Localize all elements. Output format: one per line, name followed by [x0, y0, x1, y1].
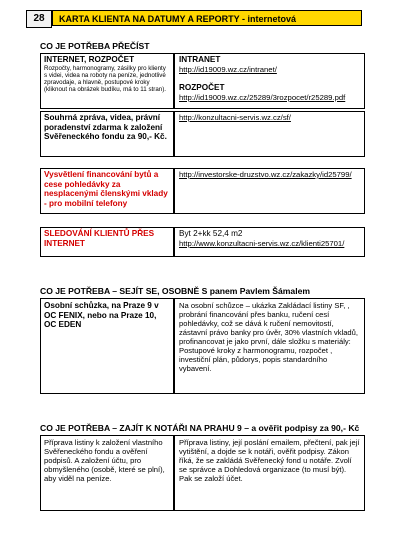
- cell-text: Vysvětlení financování bytů a cese pohledávky za nesplacenými členskými vklady - pro mobilní telefony: [44, 170, 168, 208]
- klienti-link[interactable]: http://www.konzultacni-servis.wz.cz/klienti25701/: [179, 238, 345, 248]
- cell-text: SLEDOVÁNÍ KLIENTŮ PŘES INTERNET: [44, 229, 155, 248]
- cell-text: Souhrná zpráva, videa, právní poradenství zdarma k založení Svěřeneckého fondu za 90,- Kč.: [44, 113, 167, 142]
- cell-investorske-link: [174, 168, 365, 214]
- cell-sledovani-klientu: [40, 227, 174, 257]
- section-heading-read: CO JE POTŘEBA PŘEČÍST: [40, 41, 150, 51]
- cell-text: Příprava listiny, její poslání emailem, přečtení, pak její vytištění, a dojde se k notáři, ověřit podpisy. Zákon říká, že se zakládá Svěřenecký fond u notáře. Zvolí se správce a Dohledová organizace (to musí být). Pak se založí účet.: [179, 438, 360, 483]
- konzultacni-servis-link[interactable]: http://konzultacni-servis.wz.cz/sf/: [179, 113, 291, 122]
- apartment-info: Byt 2+kk 52,4 m2: [179, 229, 243, 238]
- cell-klienti-link: [174, 227, 365, 257]
- cell-priprava-listiny: [40, 435, 174, 511]
- cell-text: Osobní schůzka, na Praze 9 v OC FENIX, nebo na Praze 10, OC EDEN: [44, 301, 159, 330]
- cell-osobni-schuzka: [40, 298, 174, 394]
- section-heading-meet: CO JE POTŘEBA – SEJÍT SE, OSOBNĚ S panem Pavlem Šámalem: [40, 286, 311, 296]
- document-title: KARTA KLIENTA NA DATUMY A REPORTY - internetová: [52, 10, 362, 26]
- intranet-label: INTRANET: [179, 55, 221, 64]
- rozpocet-link[interactable]: http://id19009.wz.cz/25289/3rozpocet/r25289.pdf: [179, 92, 346, 102]
- cell-vysvetleni-financovani: [40, 168, 174, 214]
- cell-schuzka-detail: [174, 298, 365, 394]
- cell-text: Příprava listiny k založení vlastního Svěřeneckého fondu a ověření podpisů. A založení účtu, pro obmyšleného (osobě, které se plní), aby viděl na peníze.: [44, 438, 165, 483]
- cell-internet-rozpocet: [40, 53, 174, 109]
- rozpocet-label: ROZPOČET: [179, 83, 225, 92]
- cell-description: Rozpočty, harmonogramy, zásilky pro klienty s videi, videa na roboty na peníze, jednotlivé zpravodaje, a hlavně, postupové kroky (kliknout na obrázek budíku, má to 11 stran).: [44, 64, 166, 94]
- cell-title: INTERNET, ROZPOČET: [44, 55, 135, 64]
- cell-souhrnna-zprava: [40, 111, 174, 157]
- investorske-druzstvo-link[interactable]: http://investorske-druzstvo.wz.cz/zakazky/id25799/: [179, 170, 352, 179]
- intranet-link[interactable]: http://id19009.wz.cz/intranet/: [179, 64, 277, 74]
- page-number: 28: [26, 10, 52, 28]
- cell-intranet-links: [174, 53, 365, 109]
- cell-konzultacni-link: [174, 111, 365, 157]
- cell-text: Na osobní schůzce – ukázka Zakládací listiny SF, , probrání financování přes banku, ručení cesí pohledávky, což se dává k ručení nemovitostí, zástavní právo banky pro úvěr, 30% vlastních vkladů, profinancovat je jako první, dále složku s materiály: Postupové kroky z harmonogramu, rozpočet , investiční plán, půdorys, popis standardního vybavení.: [179, 301, 358, 373]
- section-heading-notary: CO JE POTŘEBA – ZAJÍT K NOTÁŘI NA PRAHU 9 – a ověřit podpisy za 90,- Kč: [40, 423, 360, 433]
- cell-notar-detail: [174, 435, 365, 511]
